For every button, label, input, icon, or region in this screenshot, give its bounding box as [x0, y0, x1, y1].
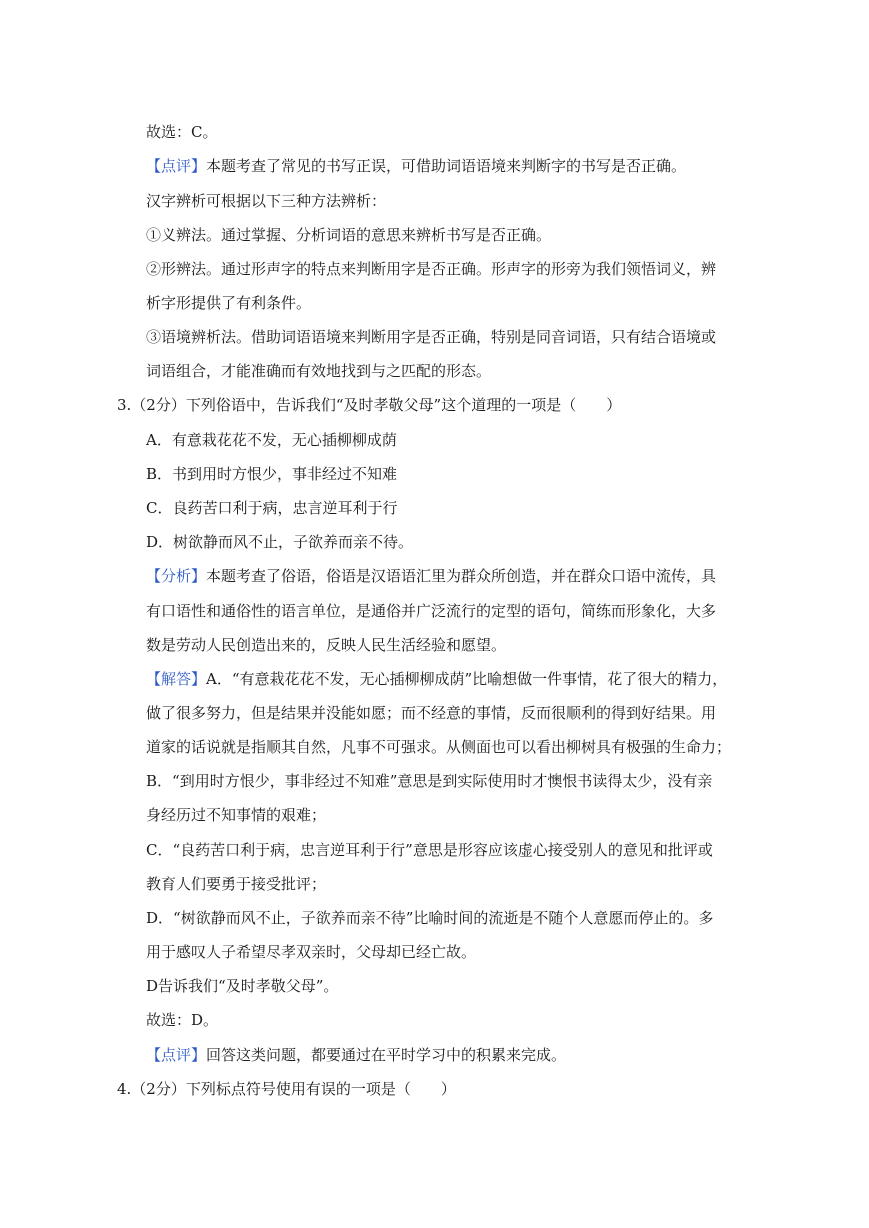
text-line: 故选：C。 [146, 123, 218, 141]
text-line: 有口语性和通俗性的语言单位，是通俗并广泛流行的定型的语句，简练而形象化，大多 [146, 602, 717, 620]
text-line: 【点评】回答这类问题，都要通过在平时学习中的积累来完成。 [146, 1046, 567, 1064]
comment-tag: 【点评】 [146, 1046, 207, 1064]
question-4-stem: 4.（2分）下列标点符号使用有误的一项是（ ） [117, 1080, 456, 1098]
text-line: 故选：D。 [146, 1011, 219, 1029]
answer-tag: 【解答】 [146, 670, 207, 688]
text-line: D告诉我们“及时孝敬父母”。 [146, 977, 339, 995]
text-line: 教育人们要勇于接受批评； [146, 875, 327, 893]
text-line: ②形辨法。通过形声字的特点来判断用字是否正确。形声字的形旁为我们领悟词义，辨 [146, 260, 717, 278]
text-line: 数是劳动人民创造出来的，反映人民生活经验和愿望。 [146, 636, 507, 654]
text-line: B．“到用时方恨少，事非经过不知难”意思是到实际使用时才懊恨书读得太少，没有亲 [146, 772, 713, 790]
option-a: A．有意栽花花不发，无心插柳柳成荫 [146, 431, 397, 449]
option-d: D．树欲静而风不止，子欲养而亲不待。 [146, 533, 414, 551]
option-c: C．良药苦口利于病，忠言逆耳利于行 [146, 499, 398, 517]
text-line: 词语组合，才能准确而有效地找到与之匹配的形态。 [146, 362, 492, 380]
text-line: 汉字辨析可根据以下三种方法辨析： [146, 192, 387, 210]
text-line: 【分析】本题考查了俗语，俗语是汉语语汇里为群众所创造，并在群众口语中流传，具 [146, 567, 717, 585]
text-line: 做了很多努力，但是结果并没能如愿；而不经意的事情，反而很顺利的得到好结果。用 [146, 704, 717, 722]
text-line: 析字形提供了有利条件。 [146, 294, 312, 312]
text-line: 【点评】本题考查了常见的书写正误，可借助词语语境来判断字的书写是否正确。 [146, 157, 687, 175]
text-line: C．“良药苦口利于病，忠言逆耳利于行”意思是形容应该虚心接受别人的意见和批评或 [146, 841, 713, 859]
analysis-tag: 【分析】 [146, 567, 207, 585]
option-b: B．书到用时方恨少，事非经过不知难 [146, 465, 398, 483]
text-line: ①义辨法。通过掌握、分析词语的意思来辨析书写是否正确。 [146, 226, 552, 244]
text-line: 道家的话说就是指顺其自然，凡事不可强求。从侧面也可以看出柳树具有极强的生命力； [146, 738, 732, 756]
text-line: 身经历过不知事情的艰难； [146, 806, 327, 824]
comment-tag: 【点评】 [146, 157, 207, 175]
question-3-stem: 3.（2分）下列俗语中，告诉我们“及时孝敬父母”这个道理的一项是（ ） [117, 396, 622, 414]
text-line: 用于感叹人子希望尽孝双亲时，父母却已经亡故。 [146, 943, 477, 961]
text-line: D．“树欲静而风不止，子欲养而亲不待”比喻时间的流逝是不随个人意愿而停止的。多 [146, 909, 714, 927]
text-line: ③语境辨析法。借助词语语境来判断用字是否正确，特别是同音词语，只有结合语境或 [146, 328, 717, 346]
text-line: 【解答】A．“有意栽花花不发，无心插柳柳成荫”比喻想做一件事情，花了很大的精力， [146, 670, 728, 688]
